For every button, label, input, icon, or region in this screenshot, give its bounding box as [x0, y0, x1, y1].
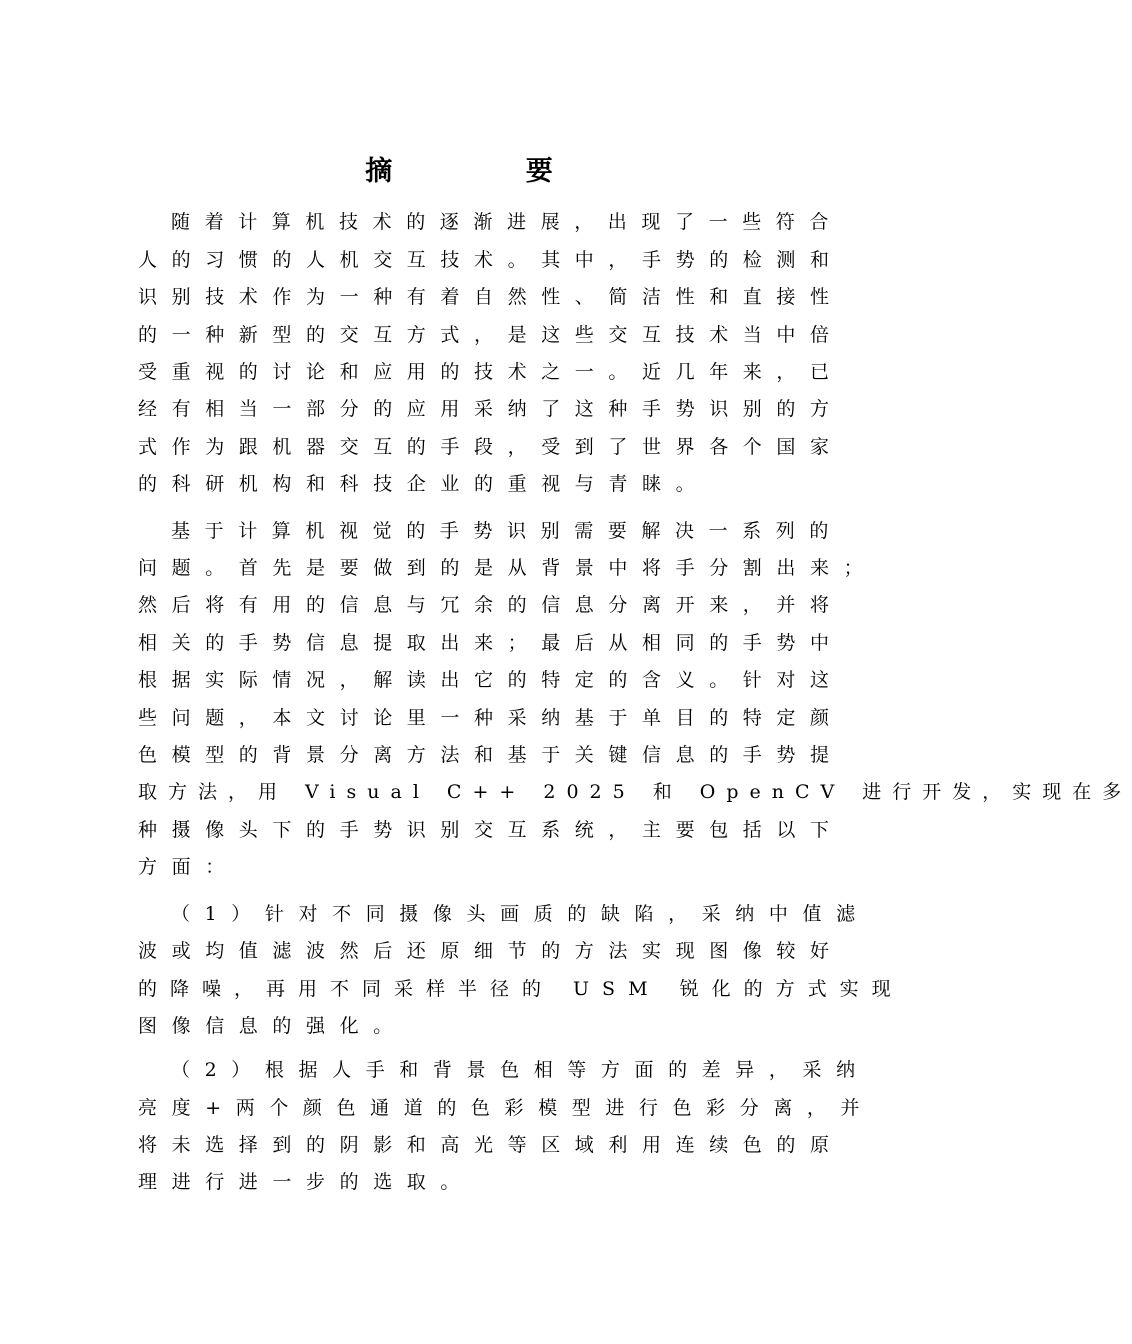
paragraph-1-line-1: 随着计算机技术的逐渐进展，出现了一些符合 [171, 211, 844, 233]
page-title: 摘 要 [365, 156, 615, 187]
paragraph-2-line-10: 方面： [138, 856, 239, 878]
paragraph-3-line-4: 图像信息的强化。 [138, 1015, 407, 1037]
paragraph-2-line-7: 色模型的背景分离方法和基于关键信息的手势提 [138, 744, 844, 766]
paragraph-2-line-8: 取方法，用 Visual C++ 2025 和 OpenCV 进行开发，实现在多 [138, 781, 1132, 803]
paragraph-1-line-4: 的一种新型的交互方式，是这些交互技术当中倍 [138, 324, 844, 346]
paragraph-1-line-6: 经有相当一部分的应用采纳了这种手势识别的方 [138, 398, 844, 420]
paragraph-3-line-3: 的降噪，再用不同采样半径的 USM 锐化的方式实现 [138, 978, 904, 1000]
paragraph-2-line-1: 基于计算机视觉的手势识别需要解决一系列的 [171, 520, 844, 542]
paragraph-2-line-6: 些问题，本文讨论里一种采纳基于单目的特定颜 [138, 707, 844, 729]
paragraph-2-line-5: 根据实际情况，解读出它的特定的含义。针对这 [138, 669, 844, 691]
paragraph-1-line-3: 识别技术作为一种有着自然性、简洁性和直接性 [138, 286, 844, 308]
paragraph-4-line-3: 将未选择到的阴影和高光等区域利用连续色的原 [138, 1134, 844, 1156]
paragraph-1-line-8: 的科研机构和科技企业的重视与青睐。 [138, 473, 710, 495]
paragraph-4-line-1: （2）根据人手和背景色相等方面的差异，采纳 [171, 1059, 870, 1081]
paragraph-4-line-4: 理进行进一步的选取。 [138, 1171, 475, 1193]
paragraph-2-line-4: 相关的手势信息提取出来；最后从相同的手势中 [138, 632, 844, 654]
paragraph-1-line-2: 人的习惯的人机交互技术。其中，手势的检测和 [138, 249, 844, 271]
paragraph-2-line-9: 种摄像头下的手势识别交互系统，主要包括以下 [138, 819, 844, 841]
paragraph-4-line-2: 亮度+两个颜色通道的色彩模型进行色彩分离，并 [138, 1097, 875, 1119]
paragraph-3-line-1: （1）针对不同摄像头画质的缺陷，采纳中值滤 [171, 903, 870, 925]
paragraph-2-line-2: 问题。首先是要做到的是从背景中将手分割出来； [138, 557, 878, 579]
paragraph-1-line-7: 式作为跟机器交互的手段，受到了世界各个国家 [138, 436, 844, 458]
paragraph-1-line-5: 受重视的讨论和应用的技术之一。近几年来，已 [138, 361, 844, 383]
paragraph-3-line-2: 波或均值滤波然后还原细节的方法实现图像较好 [138, 940, 844, 962]
paragraph-2-line-3: 然后将有用的信息与冗余的信息分离开来，并将 [138, 594, 844, 616]
